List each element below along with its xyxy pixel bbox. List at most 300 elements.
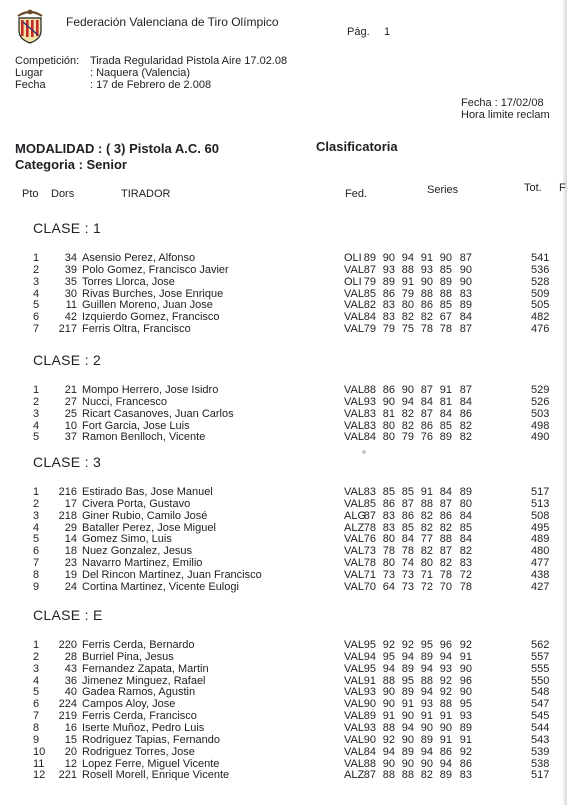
series-score-cell: 80 [382, 533, 395, 546]
series-score-cell: 90 [459, 686, 472, 699]
series-score-cell: 78 [363, 557, 376, 570]
federation-cell: VAL [344, 407, 364, 420]
series-score-cell: 88 [420, 674, 433, 687]
bib-cell: 43 [64, 662, 77, 675]
series-score-cell: 82 [401, 311, 414, 324]
shooter-name-cell: Asensio Perez, Alfonso [82, 252, 196, 264]
series-score-cell: 91 [401, 275, 414, 288]
federation-cell: VAL [344, 721, 364, 734]
federation-cell: VAL [344, 497, 364, 510]
table-row [0, 698, 567, 710]
series-score-cell: 92 [382, 639, 395, 651]
series-score-cell: 87 [439, 545, 452, 558]
series-score-cell: 82 [459, 545, 472, 558]
series-score-cell: 91 [459, 650, 472, 663]
series-score-cell: 86 [459, 757, 472, 770]
bib-cell: 218 [58, 509, 77, 522]
series-score-cell: 92 [439, 674, 452, 687]
federation-cell: VAL [344, 568, 364, 581]
total-cell: 489 [531, 533, 550, 546]
table-row [0, 311, 567, 323]
series-score-cell: 71 [420, 568, 433, 581]
series-score-cell: 90 [420, 275, 433, 288]
series-score-cell: 89 [401, 686, 414, 699]
rank-cell: 1 [33, 486, 40, 498]
series-score-cell: 80 [420, 557, 433, 570]
series-score-cell: 82 [459, 431, 472, 444]
series-score-cell: 80 [382, 419, 395, 432]
series-score-cell: 86 [401, 509, 414, 522]
total-cell: 517 [531, 486, 550, 498]
bib-cell: 220 [58, 639, 77, 651]
series-score-cell: 88 [420, 497, 433, 510]
rank-cell: 6 [33, 311, 40, 324]
bib-cell: 24 [64, 580, 77, 593]
series-score-cell: 79 [363, 275, 376, 288]
total-cell: 557 [531, 650, 550, 663]
series-score-cell: 91 [420, 252, 433, 264]
bib-cell: 10 [64, 419, 77, 432]
federation-cell: OLI [344, 275, 362, 288]
column-header-fed: Fed. [345, 188, 368, 200]
bib-cell: 28 [64, 650, 77, 663]
series-score-cell: 82 [439, 521, 452, 534]
series-score-cell: 93 [439, 662, 452, 675]
shooter-name-cell: Rodriguez Tapias, Fernando [82, 733, 220, 746]
series-score-cell: 70 [363, 580, 376, 593]
series-score-cell: 85 [439, 419, 452, 432]
series-score-cell: 83 [382, 311, 395, 324]
series-score-cell: 73 [363, 545, 376, 558]
table-row [0, 663, 567, 675]
rank-cell: 1 [33, 384, 40, 396]
series-score-cell: 94 [439, 650, 452, 663]
series-score-cell: 90 [439, 252, 452, 264]
bib-cell: 39 [64, 263, 77, 276]
bib-cell: 20 [64, 745, 77, 758]
shooter-name-cell: Cortina Martinez, Vicente Eulogi [82, 580, 239, 593]
rank-cell: 8 [33, 568, 40, 581]
series-score-cell: 82 [420, 545, 433, 558]
series-score-cell: 84 [439, 407, 452, 420]
shooter-name-cell: Giner Rubio, Camilo José [82, 509, 208, 522]
series-score-cell: 90 [382, 698, 395, 711]
table-row [0, 276, 567, 288]
rank-cell: 5 [33, 299, 40, 312]
place-label: Lugar [15, 67, 44, 79]
series-score-cell: 93 [420, 263, 433, 276]
federation-cell: VAL [344, 650, 364, 663]
series-score-cell: 87 [459, 252, 472, 264]
series-score-cell: 80 [459, 497, 472, 510]
series-score-cell: 81 [439, 395, 452, 408]
table-row [0, 769, 567, 781]
series-score-cell: 89 [439, 275, 452, 288]
series-score-cell: 67 [439, 311, 452, 324]
series-score-cell: 73 [382, 568, 395, 581]
series-score-cell: 91 [420, 486, 433, 498]
series-score-cell: 88 [382, 769, 395, 782]
bib-cell: 17 [64, 497, 77, 510]
table-row [0, 396, 567, 408]
series-score-cell: 95 [363, 662, 376, 675]
series-score-cell: 87 [420, 384, 433, 396]
table-row [0, 299, 567, 311]
series-score-cell: 87 [363, 263, 376, 276]
series-score-cell: 85 [439, 299, 452, 312]
series-score-cell: 86 [439, 745, 452, 758]
federation-cell: ALG [344, 509, 367, 522]
series-score-cell: 79 [401, 287, 414, 300]
series-score-cell: 90 [363, 698, 376, 711]
column-header-series: Series [427, 184, 459, 196]
shooter-name-cell: Ferris Cerda, Bernardo [82, 639, 195, 651]
page-number: 1 [384, 26, 391, 38]
series-score-cell: 94 [401, 721, 414, 734]
series-score-cell: 94 [401, 395, 414, 408]
series-score-cell: 83 [382, 509, 395, 522]
total-cell: 513 [531, 497, 550, 510]
series-score-cell: 94 [401, 650, 414, 663]
federation-cell: VAL [344, 733, 364, 746]
series-score-cell: 93 [363, 395, 376, 408]
series-score-cell: 89 [439, 769, 452, 782]
series-score-cell: 84 [439, 486, 452, 498]
series-score-cell: 70 [439, 580, 452, 593]
shooter-name-cell: Izquierdo Gomez, Francisco [82, 311, 220, 324]
series-score-cell: 89 [363, 710, 376, 723]
federation-cell: OLI [344, 252, 362, 264]
series-score-cell: 95 [459, 698, 472, 711]
shooter-name-cell: Rosell Morell, Enrique Vicente [82, 769, 230, 782]
table-row [0, 533, 567, 545]
print-date: Fecha : 17/02/08 [461, 97, 544, 109]
series-score-cell: 95 [363, 639, 376, 651]
federation-cell: VAL [344, 287, 364, 300]
rank-cell: 4 [33, 521, 40, 534]
series-score-cell: 95 [420, 639, 433, 651]
series-score-cell: 84 [459, 533, 472, 546]
rank-cell: 12 [33, 769, 46, 782]
total-cell: 538 [531, 757, 550, 770]
federation-cell: VAL [344, 639, 364, 651]
shooter-name-cell: Torres Llorca, Jose [82, 275, 175, 288]
rank-cell: 3 [33, 662, 40, 675]
total-cell: 528 [531, 275, 550, 288]
shooter-name-cell: Campos Aloy, Jose [82, 698, 176, 711]
rank-cell: 6 [33, 545, 40, 558]
series-score-cell: 78 [363, 521, 376, 534]
federation-cell: VAL [344, 299, 364, 312]
rank-cell: 3 [33, 509, 40, 522]
series-score-cell: 85 [459, 521, 472, 534]
series-score-cell: 93 [363, 686, 376, 699]
table-row [0, 686, 567, 698]
series-score-cell: 94 [363, 650, 376, 663]
table-row [0, 252, 567, 264]
series-score-cell: 88 [439, 698, 452, 711]
series-score-cell: 94 [420, 686, 433, 699]
rank-cell: 9 [33, 580, 40, 593]
bib-cell: 14 [64, 533, 77, 546]
series-score-cell: 79 [401, 431, 414, 444]
class-title: CLASE : 1 [33, 220, 102, 236]
series-score-cell: 83 [382, 521, 395, 534]
series-score-cell: 96 [439, 639, 452, 651]
rank-cell: 3 [33, 407, 40, 420]
competition-value: Tirada Regularidad Pistola Aire 17.02.08 [90, 55, 288, 67]
shooter-name-cell: Civera Porta, Gustavo [82, 497, 191, 510]
series-score-cell: 82 [363, 299, 376, 312]
series-score-cell: 90 [459, 662, 472, 675]
bib-cell: 216 [58, 486, 77, 498]
series-score-cell: 82 [401, 419, 414, 432]
rank-cell: 7 [33, 710, 40, 723]
total-cell: 517 [531, 769, 550, 782]
series-score-cell: 89 [459, 486, 472, 498]
bib-cell: 35 [64, 275, 77, 288]
series-score-cell: 91 [439, 710, 452, 723]
table-row [0, 323, 567, 335]
bib-cell: 12 [64, 757, 77, 770]
bib-cell: 16 [64, 721, 77, 734]
column-header-pto: Pto [22, 188, 39, 200]
shooter-name-cell: Navarro Martinez, Emilio [82, 557, 203, 570]
bib-cell: 11 [65, 299, 77, 312]
table-row [0, 710, 567, 722]
series-score-cell: 78 [439, 568, 452, 581]
shooter-name-cell: Ferris Cerda, Francisco [82, 710, 197, 723]
series-score-cell: 87 [420, 407, 433, 420]
bib-cell: 30 [64, 287, 77, 300]
series-score-cell: 93 [459, 710, 472, 723]
series-score-cell: 85 [382, 486, 395, 498]
series-score-cell: 92 [459, 639, 472, 651]
total-cell: 480 [531, 545, 550, 558]
total-cell: 490 [531, 431, 550, 444]
shooter-name-cell: Nucci, Francesco [82, 395, 167, 408]
federation-cell: VAL [344, 311, 364, 324]
federation-cell: VAL [344, 263, 364, 276]
series-score-cell: 84 [459, 311, 472, 324]
bib-cell: 221 [58, 769, 77, 782]
total-cell: 547 [531, 698, 550, 711]
table-row [0, 569, 567, 581]
total-cell: 495 [531, 521, 550, 534]
table-row [0, 522, 567, 534]
series-score-cell: 93 [420, 698, 433, 711]
series-score-cell: 80 [382, 431, 395, 444]
total-cell: 529 [531, 384, 550, 396]
total-cell: 476 [531, 323, 550, 336]
table-row [0, 420, 567, 432]
series-score-cell: 86 [382, 384, 395, 396]
series-score-cell: 93 [382, 263, 395, 276]
class-title: CLASE : 3 [33, 454, 102, 470]
bib-cell: 15 [64, 733, 77, 746]
column-header-extra: F [559, 182, 566, 194]
rank-cell: 1 [33, 639, 40, 651]
table-row [0, 545, 567, 557]
series-score-cell: 91 [459, 733, 472, 746]
series-score-cell: 90 [459, 263, 472, 276]
table-row [0, 758, 567, 770]
shooter-name-cell: Rodriguez Torres, Jose [82, 745, 195, 758]
modality-title: MODALIDAD : ( 3) Pistola A.C. 60 [15, 141, 219, 156]
series-score-cell: 88 [382, 674, 395, 687]
shooter-name-cell: Mompo Herrero, Jose Isidro [82, 384, 219, 396]
bib-cell: 217 [58, 323, 77, 336]
total-cell: 508 [531, 509, 550, 522]
rank-cell: 10 [33, 745, 46, 758]
table-row [0, 734, 567, 746]
table-row [0, 288, 567, 300]
bib-cell: 25 [64, 407, 77, 420]
federation-cell: VAL [344, 395, 364, 408]
column-header-tirador: TIRADOR [121, 188, 171, 200]
total-cell: 550 [531, 674, 550, 687]
series-score-cell: 82 [420, 509, 433, 522]
series-score-cell: 91 [363, 674, 376, 687]
series-score-cell: 88 [363, 757, 376, 770]
rank-cell: 2 [33, 650, 40, 663]
series-score-cell: 92 [459, 745, 472, 758]
series-score-cell: 88 [439, 287, 452, 300]
rank-cell: 7 [33, 323, 40, 336]
table-row [0, 675, 567, 687]
table-row [0, 431, 567, 443]
total-cell: 509 [531, 287, 550, 300]
shooter-name-cell: Gadea Ramos, Agustin [82, 686, 196, 699]
total-cell: 548 [531, 686, 550, 699]
total-cell: 545 [531, 710, 550, 723]
series-score-cell: 89 [382, 275, 395, 288]
rank-cell: 8 [33, 721, 40, 734]
table-row [0, 264, 567, 276]
competition-label: Competición: [15, 55, 80, 67]
series-score-cell: 90 [382, 686, 395, 699]
series-score-cell: 84 [459, 509, 472, 522]
series-score-cell: 93 [363, 721, 376, 734]
bib-cell: 224 [58, 698, 77, 711]
table-row [0, 486, 567, 498]
series-score-cell: 91 [382, 710, 395, 723]
federation-cell: VAL [344, 419, 364, 432]
series-score-cell: 91 [401, 698, 414, 711]
series-score-cell: 90 [420, 721, 433, 734]
shooter-name-cell: Polo Gomez, Francisco Javier [82, 263, 229, 276]
series-score-cell: 85 [401, 521, 414, 534]
federation-cell: VAL [344, 674, 364, 687]
series-score-cell: 82 [420, 521, 433, 534]
table-row [0, 722, 567, 734]
total-cell: 539 [531, 745, 550, 758]
bib-cell: 18 [64, 545, 77, 558]
federation-cell: VAL [344, 533, 364, 546]
class-title: CLASE : 2 [33, 352, 102, 368]
federation-cell: ALZ [344, 521, 365, 534]
federation-cell: VAL [344, 486, 364, 498]
bib-cell: 21 [64, 384, 77, 396]
series-score-cell: 83 [363, 486, 376, 498]
rank-cell: 2 [33, 497, 40, 510]
series-score-cell: 79 [363, 323, 376, 336]
table-row [0, 581, 567, 593]
bib-cell: 37 [64, 431, 77, 444]
total-cell: 562 [531, 639, 550, 651]
federation-crest-icon [14, 8, 46, 44]
series-score-cell: 82 [420, 311, 433, 324]
category-title: Categoria : Senior [15, 157, 127, 172]
shooter-name-cell: Lopez Ferre, Miguel Vicente [82, 757, 220, 770]
series-score-cell: 90 [382, 757, 395, 770]
bib-cell: 42 [64, 311, 77, 324]
bib-cell: 36 [64, 674, 77, 687]
series-score-cell: 88 [420, 287, 433, 300]
series-score-cell: 78 [401, 545, 414, 558]
series-score-cell: 85 [363, 287, 376, 300]
series-score-cell: 87 [459, 323, 472, 336]
series-score-cell: 85 [363, 497, 376, 510]
series-score-cell: 90 [363, 733, 376, 746]
total-cell: 536 [531, 263, 550, 276]
series-score-cell: 85 [439, 263, 452, 276]
series-score-cell: 92 [382, 733, 395, 746]
rank-cell: 5 [33, 533, 40, 546]
series-score-cell: 83 [459, 287, 472, 300]
series-score-cell: 90 [439, 721, 452, 734]
series-score-cell: 91 [420, 710, 433, 723]
series-score-cell: 95 [382, 650, 395, 663]
rank-cell: 5 [33, 431, 40, 444]
series-score-cell: 94 [382, 745, 395, 758]
series-score-cell: 96 [459, 674, 472, 687]
series-score-cell: 89 [459, 721, 472, 734]
shooter-name-cell: Rivas Burches, Jose Enrique [82, 287, 224, 300]
series-score-cell: 81 [382, 407, 395, 420]
class-title: CLASE : E [33, 607, 103, 623]
series-score-cell: 87 [401, 497, 414, 510]
bib-cell: 34 [64, 252, 77, 264]
series-score-cell: 89 [363, 252, 376, 264]
series-score-cell: 87 [439, 497, 452, 510]
bib-cell: 19 [64, 568, 77, 581]
series-score-cell: 87 [459, 384, 472, 396]
shooter-name-cell: Ramon Benlloch, Vicente [82, 431, 206, 444]
series-score-cell: 71 [363, 568, 376, 581]
table-row [0, 746, 567, 758]
shooter-name-cell: Jimenez Minguez, Rafael [82, 674, 206, 687]
series-score-cell: 80 [382, 557, 395, 570]
federation-cell: VAL [344, 431, 364, 444]
total-cell: 505 [531, 299, 550, 312]
series-score-cell: 78 [382, 545, 395, 558]
series-score-cell: 90 [401, 384, 414, 396]
series-score-cell: 72 [459, 568, 472, 581]
series-score-cell: 78 [420, 323, 433, 336]
series-score-cell: 83 [459, 557, 472, 570]
total-cell: 438 [531, 568, 550, 581]
bib-cell: 27 [64, 395, 77, 408]
shooter-name-cell: Ferris Oltra, Francisco [82, 323, 191, 336]
shooter-name-cell: Bataller Perez, Jose Miguel [82, 521, 216, 534]
series-score-cell: 82 [439, 557, 452, 570]
series-score-cell: 94 [420, 662, 433, 675]
table-row [0, 510, 567, 522]
date-label: Fecha [15, 79, 46, 91]
series-score-cell: 83 [459, 769, 472, 782]
rank-cell: 2 [33, 395, 40, 408]
